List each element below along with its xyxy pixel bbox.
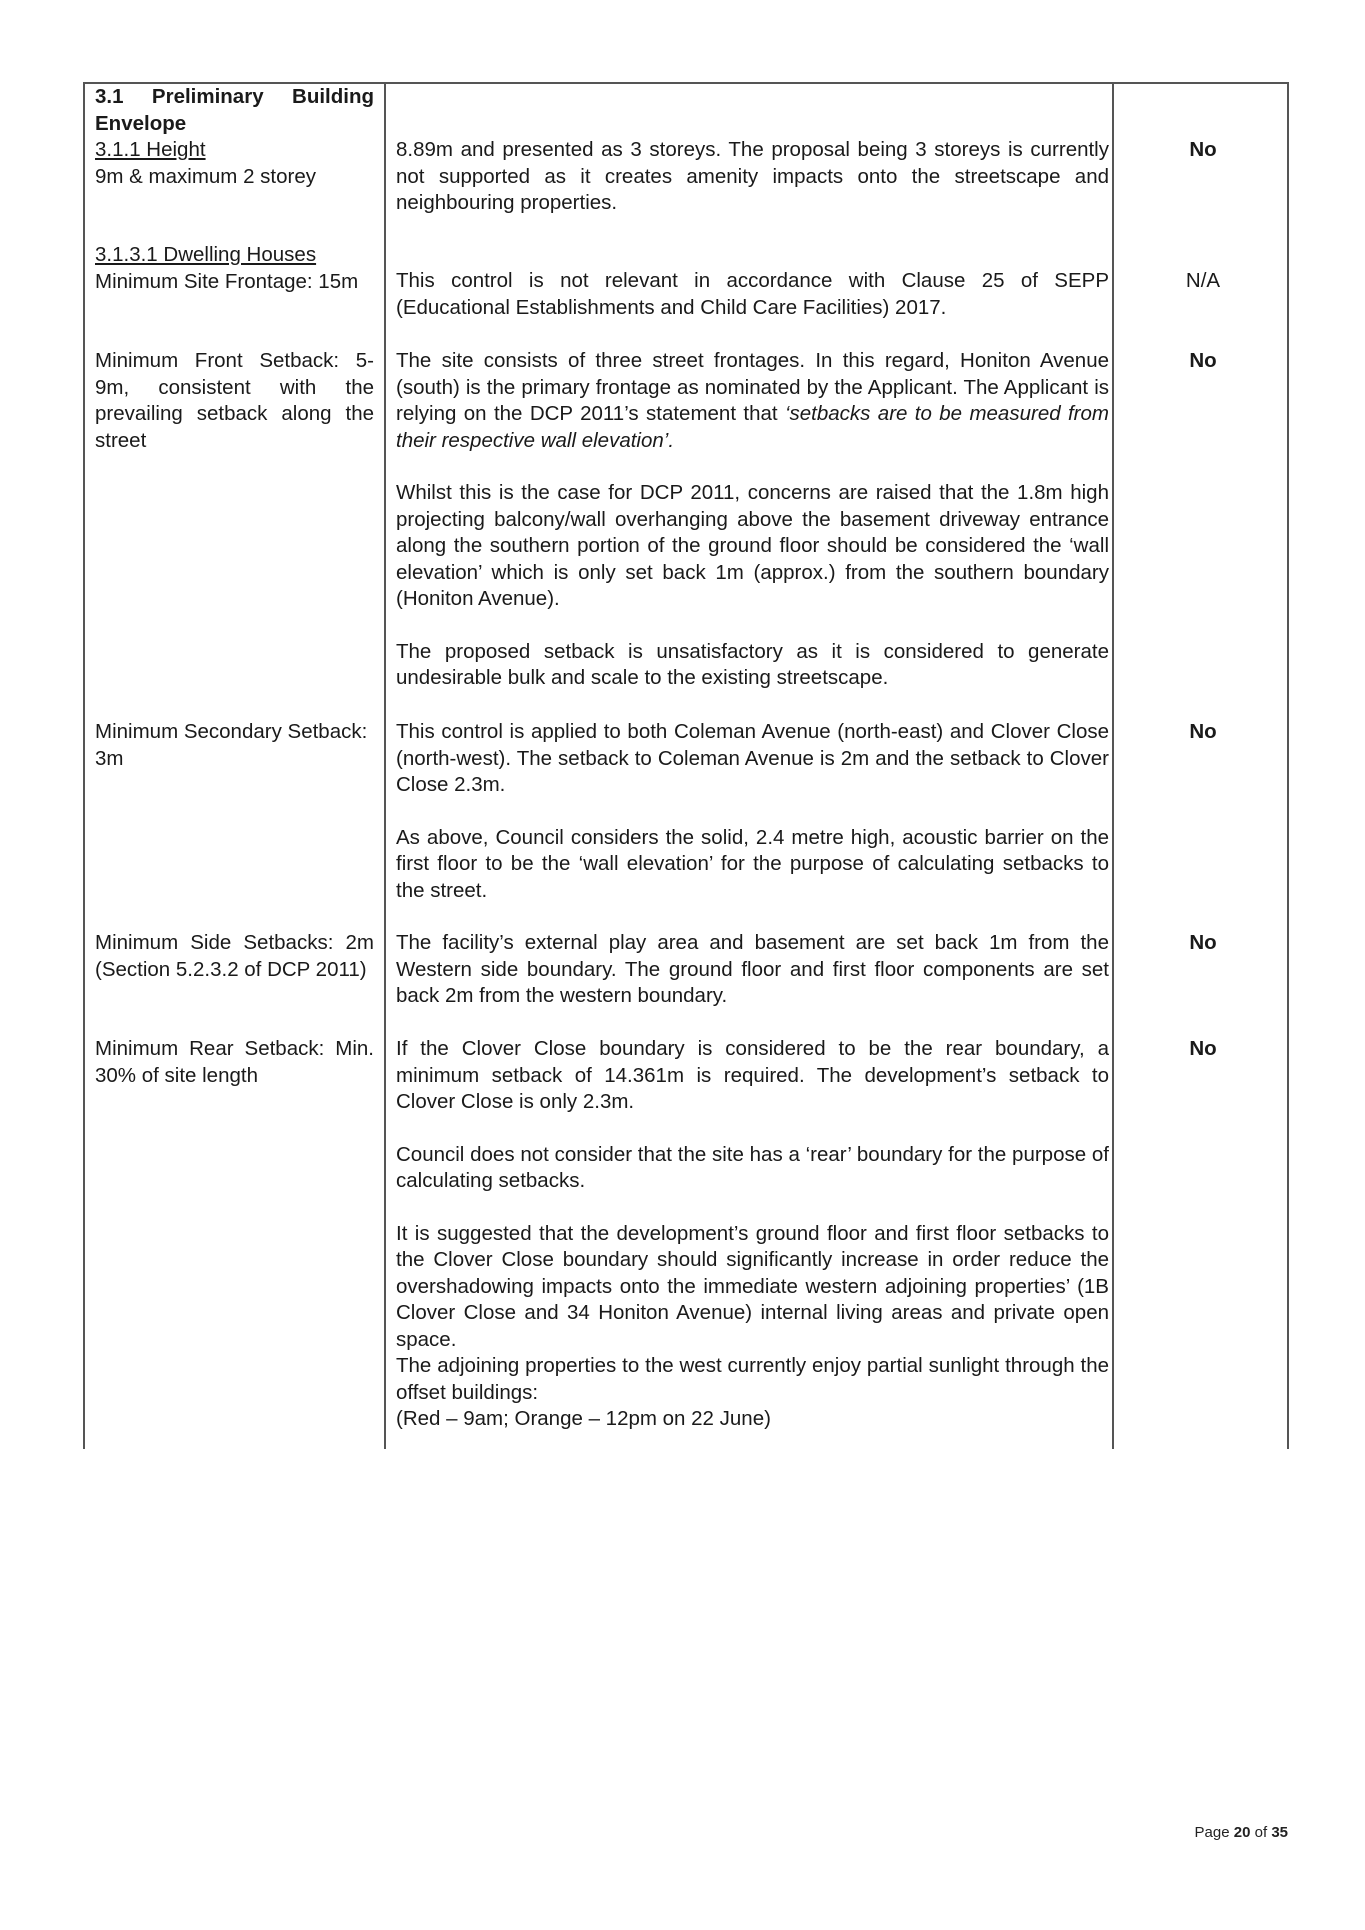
- page-number: 20: [1233, 1824, 1251, 1841]
- frontage-comment: This control is not relevant in accordance with Clause 25 of SEPP (Educational Establishments and Child Care Facilities) 2017.: [396, 269, 1109, 319]
- section-heading-line1: 3.1 Preliminary Building: [95, 85, 374, 108]
- of-label: of: [1254, 1824, 1268, 1841]
- height-compliance: No: [1189, 138, 1217, 161]
- front-setback-comment-2: Whilst this is the case for DCP 2011, concerns are raised that the 1.8m high projecting balcony/wall overhanging above the basement driveway entrance along the southern portion of the ground floor should be considered the ‘wall elevation’ which is only set back 1m (approx.) from the southern boundary (Honiton Avenue).: [396, 481, 1109, 610]
- secondary-setback-comment-2: As above, Council considers the solid, 2.4 metre high, acoustic barrier on the first floor to be the ‘wall elevation’ for the purpose of calculating setbacks to the street.: [396, 825, 1109, 902]
- height-comment: 8.89m and presented as 3 storeys. The proposal being 3 storeys is currently not supported as it creates amenity impacts onto the streetscape and neighbouring properties.: [396, 138, 1109, 214]
- table-divider-3: [1287, 82, 1289, 1449]
- frontage-compliance: N/A: [1185, 269, 1221, 292]
- table-divider-1: [384, 82, 386, 1449]
- side-setback-comment: The facility’s external play area and basement are set back 1m from the Western side boundary. The ground floor and first floor components are set back 2m from the western boundary.: [396, 931, 1109, 1007]
- rear-setback-requirement: Minimum Rear Setback: Min. 30% of site length: [95, 1037, 374, 1087]
- section-heading-line2: Envelope: [95, 111, 187, 135]
- rear-setback-comment-1: If the Clover Close boundary is considered to be the rear boundary, a minimum setback of 14.361m is required. The development’s setback to Clover Close is only 2.3m.: [396, 1037, 1109, 1113]
- frontage-requirement: Minimum Site Frontage: 15m: [95, 269, 359, 293]
- dwelling-title: 3.1.3.1 Dwelling Houses: [95, 243, 317, 266]
- rear-setback-compliance: No: [1189, 1037, 1217, 1060]
- side-setback-requirement: Minimum Side Setbacks: 2m (Section 5.2.3.2 of DCP 2011): [95, 931, 374, 981]
- table-divider-2: [1112, 82, 1114, 1449]
- page-label: Page: [1194, 1824, 1230, 1841]
- front-setback-compliance: No: [1189, 349, 1217, 372]
- rear-setback-comment-3: It is suggested that the development’s ground floor and first floor setbacks to the Clover Close boundary should significantly increase in order reduce the overshadowing impacts onto the immediate western adjoining properties’ (1B Clover Close and 34 Honiton Avenue) internal living areas and private open space.: [396, 1221, 1109, 1351]
- front-setback-requirement: Minimum Front Setback: 5-9m, consistent with the prevailing setback along the street: [95, 349, 374, 452]
- front-setback-comment-3: The proposed setback is unsatisfactory as it is considered to generate undesirable bulk and scale to the existing streetscape.: [396, 639, 1109, 689]
- secondary-setback-comment-1: This control is applied to both Coleman Avenue (north-east) and Clover Close (north-west). The setback to Coleman Avenue is 2m and the setback to Clover Close 2.3m.: [396, 720, 1109, 796]
- rear-setback-comment-2: Council does not consider that the site has a ‘rear’ boundary for the purpose of calculating setbacks.: [396, 1142, 1109, 1192]
- rear-setback-comment-5: (Red – 9am; Orange – 12pm on 22 June): [396, 1407, 771, 1430]
- height-requirement: 9m & maximum 2 storey: [95, 164, 316, 188]
- rear-setback-comment-4: The adjoining properties to the west currently enjoy partial sunlight through the offset buildings:: [396, 1354, 1109, 1404]
- secondary-setback-compliance: No: [1189, 720, 1217, 743]
- side-setback-compliance: No: [1189, 931, 1217, 954]
- front-setback-comment-1: The site consists of three street frontages. In this regard, Honiton Avenue (south) is the primary frontage as nominated by the Applicant. The Applicant is relying on the DCP 2011’s statement that ‘setbacks are to be measured from their respective wall elevation’.: [396, 349, 1109, 452]
- section-heading: [95, 84, 374, 137]
- height-title: 3.1.1 Height: [95, 138, 206, 161]
- page-footer: [1195, 1824, 1288, 1841]
- page-total: 35: [1271, 1824, 1288, 1841]
- secondary-setback-requirement: Minimum Secondary Setback: 3m: [95, 720, 368, 770]
